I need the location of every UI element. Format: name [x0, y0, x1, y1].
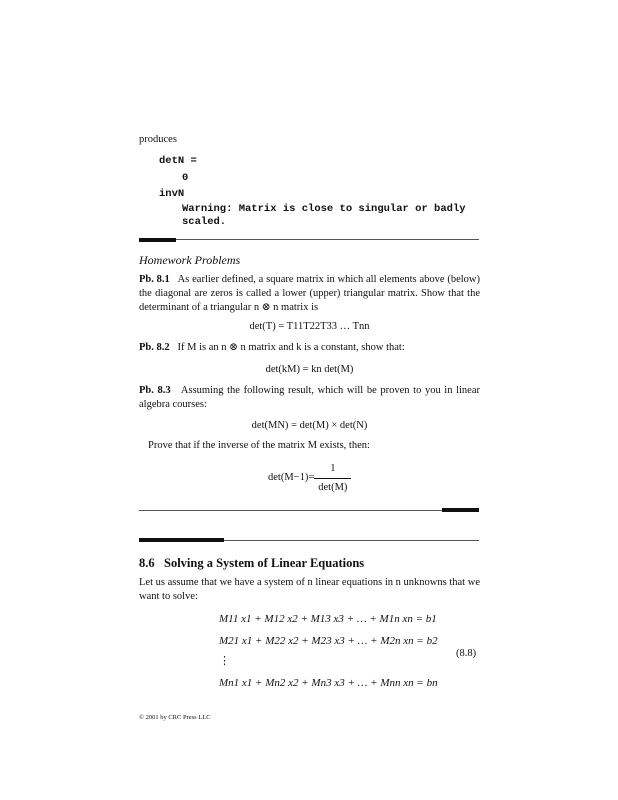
problem-8-2-label: Pb. 8.2	[139, 342, 170, 353]
section-rule-thick	[139, 238, 176, 242]
inverse-det-fraction	[314, 462, 351, 495]
copyright-footer: © 2001 by CRC Press LLC	[139, 714, 211, 721]
problem-8-1-text: As earlier defined, a square matrix in which all elements above (below) the diagonal are zeros is called a lower (upper) triangular matrix. Show that the determinant of a triangular n ⊗ n matrix is	[139, 274, 480, 313]
intro-text: produces	[139, 134, 177, 145]
problem-8-3-text2: Prove that if the inverse of the matrix M exists, then:	[148, 440, 370, 451]
problem-8-3	[139, 384, 480, 412]
equation-number: (8.8)	[456, 648, 477, 659]
equation-vdots: ⋮	[219, 655, 230, 667]
inverse-det-equation	[268, 463, 351, 493]
code-line-value: 0	[182, 172, 189, 184]
inverse-det-denominator: det(M)	[318, 481, 348, 493]
section-intro-text: Let us assume that we have a system of n linear equations in n unknowns that we want to solve:	[139, 577, 480, 602]
code-line-detN: detN =	[159, 155, 197, 167]
end-rule-thick	[442, 508, 479, 512]
problem-8-2-text: If M is an n ⊗ n matrix and k is a constant, show that:	[177, 342, 405, 353]
equation-row-1: M11 x1 + M12 x2 + M13 x3 + … + M1n xn = b1	[219, 613, 437, 625]
problem-8-1-equation: det(T) = T11T22T33 … Tnn	[249, 321, 370, 332]
equation-row-n: Mn1 x1 + Mn2 x2 + Mn3 x3 + … + Mnn xn = bn	[219, 677, 438, 689]
equation-row-2: M21 x1 + M22 x2 + M23 x3 + … + M2n xn = b2	[219, 635, 438, 647]
section-rule-thin	[139, 239, 479, 240]
section-8-6-rule-thick	[139, 538, 224, 542]
homework-heading: Homework Problems	[139, 253, 241, 267]
problem-8-1-label: Pb. 8.1	[139, 274, 170, 285]
problem-8-3-text: Assuming the following result, which will be proven to you in linear algebra courses:	[139, 385, 481, 410]
section-heading	[139, 555, 364, 571]
inverse-det-lhs: det(M−1)=	[268, 472, 315, 483]
code-line-invN: invN	[159, 188, 185, 200]
problem-8-2	[139, 341, 480, 355]
code-line-warning: Warning: Matrix is close to singular or badly	[182, 203, 466, 215]
section-title: Solving a System of Linear Equations	[164, 556, 365, 570]
problem-8-3-equation: det(MN) = det(M) × det(N)	[251, 420, 368, 431]
problem-8-2-equation: det(kM) = kn det(M)	[265, 364, 354, 375]
problem-8-1	[139, 273, 480, 315]
end-rule-thin	[139, 510, 479, 511]
problem-8-3-label: Pb. 8.3	[139, 385, 171, 396]
inverse-det-numerator: 1	[314, 462, 351, 479]
section-number: 8.6	[139, 556, 155, 570]
code-line-warning-cont: scaled.	[182, 216, 227, 228]
